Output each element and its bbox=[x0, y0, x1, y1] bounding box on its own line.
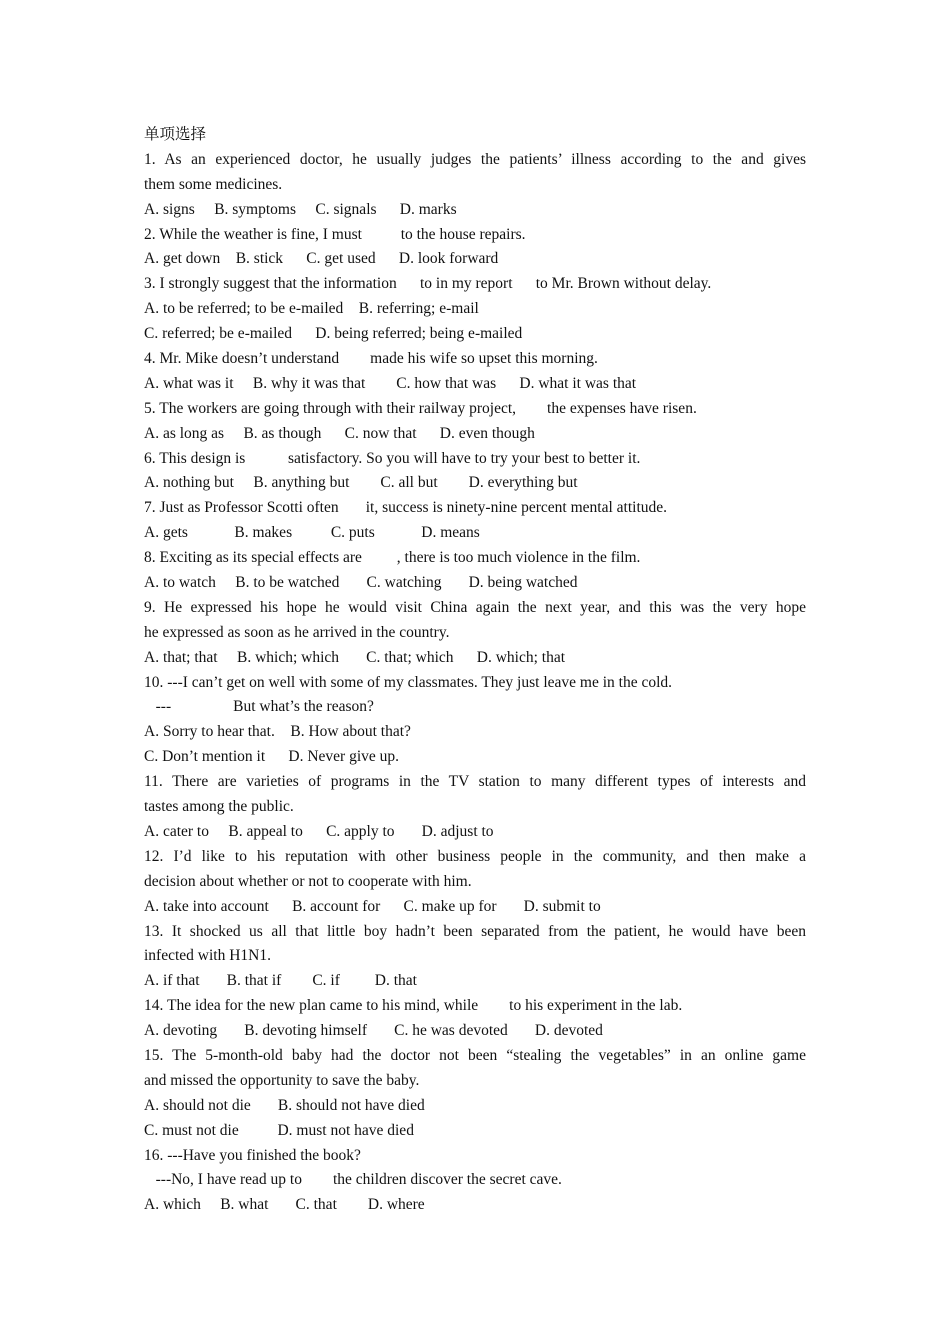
text-line: A. which B. what C. that D. where bbox=[144, 1196, 425, 1214]
text-line: A. nothing but B. anything but C. all but D. everything but bbox=[144, 474, 578, 492]
document-page bbox=[144, 123, 806, 1218]
text-line: A. to watch B. to be watched C. watching D. being watched bbox=[144, 574, 578, 592]
text-line: A. if that B. that if C. if D. that bbox=[144, 972, 417, 990]
text-line: them some medicines. bbox=[144, 175, 283, 193]
text-line: --- But what’s the reason? bbox=[144, 698, 374, 716]
text-line: 7. Just as Professor Scotti often it, success is ninety-nine percent mental attitude. bbox=[144, 499, 668, 517]
text-line: 1. As an experienced doctor, he usually judges the patients’ illness according to the and gives bbox=[144, 150, 806, 168]
text-line: he expressed as soon as he arrived in the country. bbox=[144, 623, 450, 641]
text-line: A. get down B. stick C. get used D. look forward bbox=[144, 250, 499, 268]
text-line: 4. Mr. Mike doesn’t understand made his wife so upset this morning. bbox=[144, 350, 598, 368]
text-line: A. to be referred; to be e-mailed B. referring; e-mail bbox=[144, 300, 479, 318]
text-line: 10. ---I can’t get on well with some of my classmates. They just leave me in the cold. bbox=[144, 673, 673, 691]
text-line: decision about whether or not to cooperate with him. bbox=[144, 872, 472, 890]
text-line: 16. ---Have you finished the book? bbox=[144, 1146, 361, 1164]
text-line: A. what was it B. why it was that C. how that was D. what it was that bbox=[144, 374, 637, 392]
text-line: ---No, I have read up to the children discover the secret cave. bbox=[144, 1171, 562, 1189]
text-line: A. devoting B. devoting himself C. he was devoted D. devoted bbox=[144, 1022, 603, 1040]
text-line: 3. I strongly suggest that the information to in my report to Mr. Brown without delay. bbox=[144, 275, 712, 293]
text-line: 12. I’d like to his reputation with other business people in the community, and then make a bbox=[144, 847, 806, 865]
text-line: 9. He expressed his hope he would visit China again the next year, and this was the very hope bbox=[144, 598, 806, 616]
text-line: A. should not die B. should not have died bbox=[144, 1096, 425, 1114]
section-heading: 单项选择 bbox=[144, 126, 207, 143]
text-line: 13. It shocked us all that little boy hadn’t been separated from the patient, he would have been bbox=[144, 922, 806, 940]
text-line: A. cater to B. appeal to C. apply to D. adjust to bbox=[144, 822, 494, 840]
text-line: 11. There are varieties of programs in the TV station to many different types of interests and bbox=[144, 773, 806, 791]
text-line: A. that; that B. which; which C. that; which D. which; that bbox=[144, 648, 566, 666]
text-line: infected with H1N1. bbox=[144, 947, 271, 965]
text-line: 15. The 5-month-old baby had the doctor not been “stealing the vegetables” in an online game bbox=[144, 1046, 806, 1064]
text-line: 2. While the weather is fine, I must to the house repairs. bbox=[144, 225, 526, 243]
text-line: 14. The idea for the new plan came to his mind, while to his experiment in the lab. bbox=[144, 997, 683, 1015]
question-lines bbox=[144, 148, 806, 1218]
text-line: A. gets B. makes C. puts D. means bbox=[144, 524, 480, 542]
text-line: C. referred; be e-mailed D. being referred; being e-mailed bbox=[144, 325, 523, 343]
text-line: 6. This design is satisfactory. So you will have to try your best to better it. bbox=[144, 449, 641, 467]
text-line: A. Sorry to hear that. B. How about that? bbox=[144, 723, 411, 741]
text-line: tastes among the public. bbox=[144, 798, 294, 816]
text-line: 8. Exciting as its special effects are , there is too much violence in the film. bbox=[144, 549, 641, 567]
text-line: A. signs B. symptoms C. signals D. marks bbox=[144, 200, 457, 218]
text-line: 5. The workers are going through with their railway project, the expenses have risen. bbox=[144, 399, 697, 417]
text-line: A. as long as B. as though C. now that D. even though bbox=[144, 424, 535, 442]
text-line: C. must not die D. must not have died bbox=[144, 1121, 414, 1139]
text-line: and missed the opportunity to save the baby. bbox=[144, 1071, 420, 1089]
text-line: C. Don’t mention it D. Never give up. bbox=[144, 748, 400, 766]
text-line: A. take into account B. account for C. make up for D. submit to bbox=[144, 897, 601, 915]
